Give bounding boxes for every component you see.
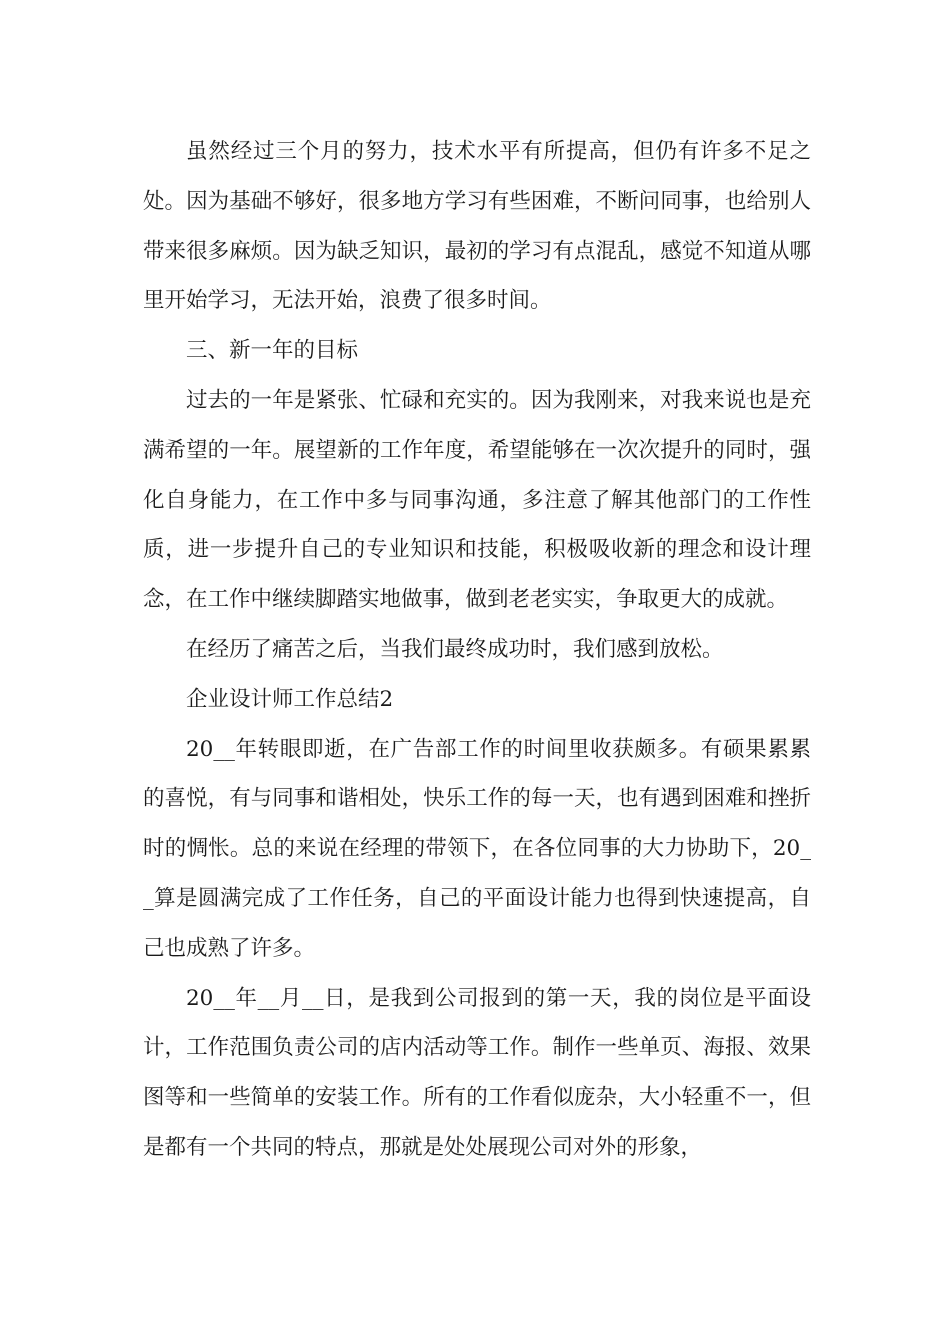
paragraph-past-year: 过去的一年是紧张、忙碌和充实的。因为我刚来，对我来说也是充满希望的一年。展望新的工作年度，希望能够在一次次提升的同时，强化自身能力，在工作中多与同事沟通，多注意了解其他部门的工作性质，进一步提升自己的专业知识和技能，积极吸收新的理念和设计理念，在工作中继续脚踏实地做事，做到老老实实，争取更大的成就。 bbox=[143, 387, 811, 613]
paragraph-advertising-dept: 20__年转眼即逝，在广告部工作的时间里收获颇多。有硕果累累的喜悦，有与同事和谐相处，快乐工作的每一天，也有遇到困难和挫折时的惆怅。总的来说在经理的带领下，在各位同事的大力协助下，20__算是圆满完成了工作任务，自己的平面设计能力也得到快速提高，自己也成熟了许多。 bbox=[143, 736, 811, 961]
paragraph-progress-shortcomings: 虽然经过三个月的努力，技术水平有所提高，但仍有许多不足之处。因为基础不够好，很多地方学习有些困难，不断问同事，也给别人带来很多麻烦。因为缺乏知识，最初的学习有点混乱，感觉不知道从哪里开始学习，无法开始，浪费了很多时间。 bbox=[143, 139, 811, 314]
section-heading-new-year-goals: 三、新一年的目标 bbox=[186, 338, 359, 364]
section-heading-summary-2: 企业设计师工作总结2 bbox=[186, 686, 394, 712]
document-body bbox=[143, 127, 811, 1173]
paragraph-first-day: 20__年__月__日，是我到公司报到的第一天，我的岗位是平面设计，工作范围负责公司的店内活动等工作。制作一些单页、海报、效果图等和一些简单的安装工作。所有的工作看似庞杂，大小轻重不一，但是都有一个共同的特点，那就是处处展现公司对外的形象， bbox=[143, 985, 811, 1160]
paragraph-relief: 在经历了痛苦之后，当我们最终成功时，我们感到放松。 bbox=[186, 636, 724, 662]
